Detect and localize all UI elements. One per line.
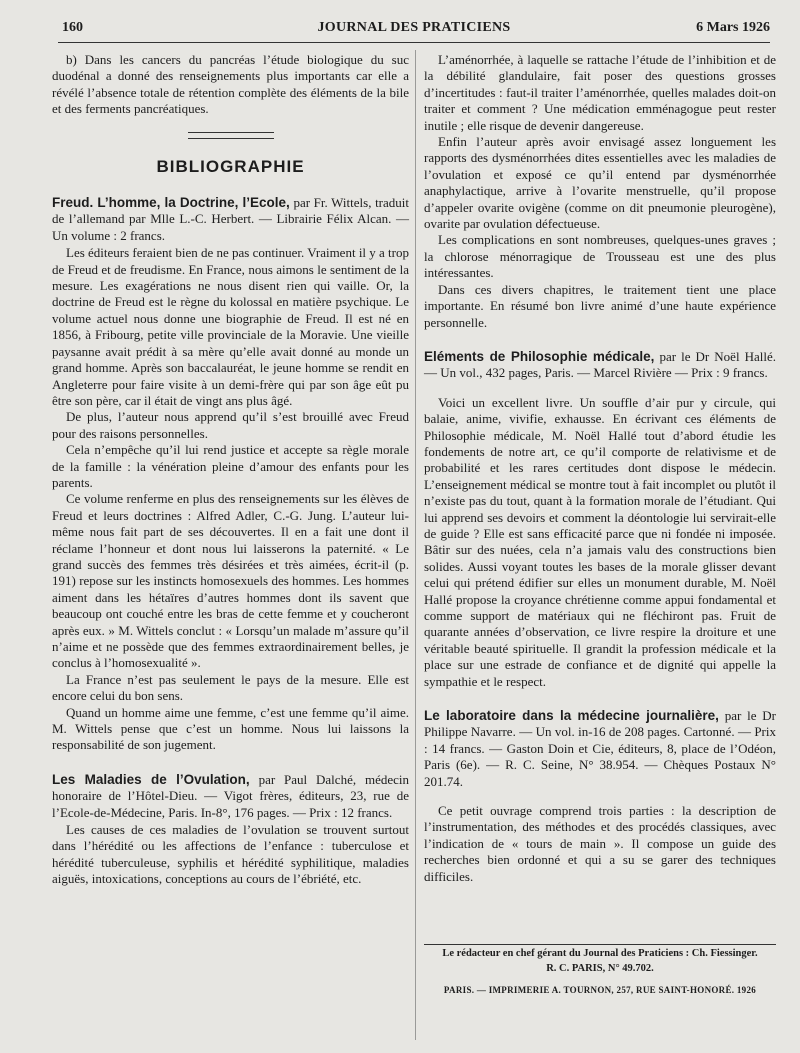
review-citation: par le Dr Noël Hallé. — Un vol., 432 pages, Paris. — Marcel Rivière — Prix : 9 francs. <box>424 348 777 381</box>
review-citation: par Fr. Wittels, traduit de l’allemand par Mlle L.-C. Herbert. — Librairie Félix Alcan. — Un volume : 2 francs. <box>52 195 410 243</box>
review-paragraph: Ce petit ouvrage comprend trois parties : la description de l’instrumentation, des méthodes et des procédés classiques, avec l’indication de « tours de main ». Il compose un guide des recherches bien ordonné et qui a su se garer des techniques difficiles. <box>424 803 776 884</box>
review-ovulation-citation <box>52 772 409 821</box>
review-title: Les Maladies de l’Ovulation, <box>52 771 250 787</box>
footer-rule <box>424 944 776 945</box>
review-title: Eléments de Philosophie médicale, <box>424 348 655 364</box>
printer-line: PARIS. — IMPRIMERIE A. TOURNON, 257, RUE SAINT-HONORÉ. 1926 <box>443 985 757 995</box>
registry-line: R. C. PARIS, N° 49.702. <box>546 963 654 974</box>
review-freud-citation <box>52 195 409 244</box>
review-paragraph: Dans ces divers chapitres, le traitement tient une place importante. En résumé bon livre animé d’une haute expérience personnelle. <box>424 281 776 330</box>
page-footer <box>424 944 776 995</box>
review-paragraph: L’aménorrhée, à laquelle se rattache l’étude de l’inhibition et de la débilité glandulaire, fait poser des questions grosses d’incertitudes : faut-il traiter l’aménorrhée, quelles malades doit-on traiter et comment ? Une médication emménagogue peut rester inutile ; elle risque de devenir dangereuse. <box>424 52 776 133</box>
right-column <box>424 52 776 885</box>
review-paragraph: Voici un excellent livre. Un souffle d’air pur y circule, qui balaie, anime, vivifie, exhausse. En écrivant ces éléments de Philosophie médicale, M. Noël Hallé tout d’abord étudie les fondements de notre art, ce qu’il comporte de relativisme et de probabilité et les rares certitudes dont dispose le médecin. L’enseignement médical se montre tout à fait incomplet ou plutôt il n’existe pas du tout, quant à la formation morale de l’étudiant. Qui lui apprend ses devoirs et comment la déontologie lui servirait-elle de guide ? Elle est sans efficacité parce que ni fondée ni imposée. Bâtir sur des nuées, cela n’a jamais valu des constructions bien solides. Aussi voyant toutes les bases de la morale glisser devant celui qui prétend édifier sur elles un monument durable, M. Noël Hallé propose la croyance chrétienne comme appui fondamental et comme support de matériaux qui ne fléchiront pas. Fruit de quarante années d’observation, ce livre respire la droiture et une véritable beauté spirituelle. Il grandit la profession médicale et la place sur une estrade de confiance et de dignité qui appelle la sympathie et le respect. <box>424 394 776 689</box>
review-philosophie-citation <box>424 349 776 382</box>
editor-line: Le rédacteur en chef gérant du Journal des Praticiens : Ch. Fiessinger. <box>442 948 758 959</box>
review-title: Le laboratoire dans la médecine journalière, <box>424 708 719 724</box>
review-paragraph: Les causes de ces maladies de l’ovulation se trouvent surtout dans l’hérédité ou les affections de l’enfance : tuberculose et hérédité tuberculeuse, syphilis et hérédité syphilitique, maladies aiguës, intoxications, conceptions au cours de l’ébriété, etc. <box>52 822 409 887</box>
section-divider <box>188 132 274 139</box>
section-heading: BIBLIOGRAPHIE <box>156 156 305 176</box>
review-paragraph: Quand un homme aime une femme, c’est une femme qu’il aime. M. Wittels pense que c’est un homme. Nous lui laissons la responsabilité de son jugement. <box>52 704 409 753</box>
column-separator <box>415 50 416 1040</box>
page-header <box>58 18 770 44</box>
review-citation: par le Dr Philippe Navarre. — Un vol. in-16 de 208 pages. Cartonné. — Prix : 14 francs. — Gaston Doin et Cie, éditeurs, 8, place de l’Odéon, Paris (6e). — R. C. Seine, N° 38.954. — Chèques Postaux N° 201.74. <box>424 708 776 789</box>
review-paragraph: La France n’est pas seulement le pays de la mesure. Elle est encore celui du bon sens. <box>52 671 409 704</box>
review-citation: par Paul Dalché, médecin honoraire de l’Hôtel-Dieu. — Vigot frères, éditeurs, 23, rue de l’Ecole-de-Médecine, Paris. In-8°, 176 pages. — Prix : 12 francs. <box>52 771 409 820</box>
review-paragraph: De plus, l’auteur nous apprend qu’il s’est brouillé avec Freud pour des raisons personnelles. <box>52 409 409 441</box>
review-laboratoire-citation <box>424 708 776 790</box>
left-column <box>52 52 409 888</box>
page-number: 160 <box>62 20 83 35</box>
header-rule <box>58 42 770 43</box>
review-paragraph: Cela n’empêche qu’il lui rend justice et accepte sa règle morale de la famille : la vénération pleine d’amour des enfants pour les parents. <box>52 442 409 490</box>
review-paragraph: Les éditeurs feraient bien de ne pas continuer. Vraiment il y a trop de Freud et de freudisme. En France, nous aimons le sentiment de la mesure. Les exagérations ne nous disent rien qui vaille. Or, la doctrine de Freud est le règne du kolossal en matière psychique. Le volume actuel nous donne une biographie de Freud. Il est né en 1856, à Fribourg, petite ville provinciale de la Moravie. Une vieille paysanne avait prédit à sa mère qu’elle avait donné au monde un grand homme. Après son baccalauréat, le jeune homme se rendit en Angleterre pour faire visite à un demi-frère qui par son âge eût pu être son père, car il était de vingt ans plus âgé. <box>52 245 410 408</box>
review-title: Freud. L’homme, la Doctrine, l’Ecole, <box>52 195 290 211</box>
intro-paragraph: b) Dans les cancers du pancréas l’étude biologique du suc duodénal a donné des renseignements plus importants car elle a révélé l’absence totale de rétention complète des éléments de la bile et des ferments pancréatiques. <box>52 52 409 117</box>
review-paragraph: Enfin l’auteur après avoir envisagé assez longuement les rapports des dysménorrhées dites essentielles avec les maladies de l’ovulation et exposé ce qu’il entend par dysménorrhée anaphylactique, arrive à l’ovarite menstruelle, qu’il propose d’appeler ovarite ovigène (comme on dit pneumonie pleurogène), ovarite par ovulation défectueuse. <box>424 134 776 232</box>
review-paragraph: Ce volume renferme en plus des renseignements sur les élèves de Freud et leurs doctrines : Alfred Adler, C.-G. Jung. L’auteur lui-même nous fait part de ses découvertes. Il en a fait une dont il réclame l’honneur et dont nous lui laisserons la paternité. « Le grand succès des femmes très désirées et très aimées, écrit-il (p. 191) repose sur les instincts homosexuels des hommes. Les hommes aiment dans les hétaïres d’autres hommes dont ils savent que beaucoup ont couché entre les bras de cette femme et y coucheront après eux. » M. Wittels conclut : « Lorsqu’un malade m’assure qu’il n’aime et ne possède que des femmes extraordinairement belles, je conclus à l’homosexualité ». <box>52 491 409 671</box>
review-paragraph: Les complications en sont nombreuses, quelques-unes graves ; la chlorose ménorragique de Trousseau est une des plus intéressantes. <box>424 232 776 281</box>
issue-date: 6 Mars 1926 <box>696 20 770 35</box>
journal-title: JOURNAL DES PRATICIENS <box>317 20 511 35</box>
